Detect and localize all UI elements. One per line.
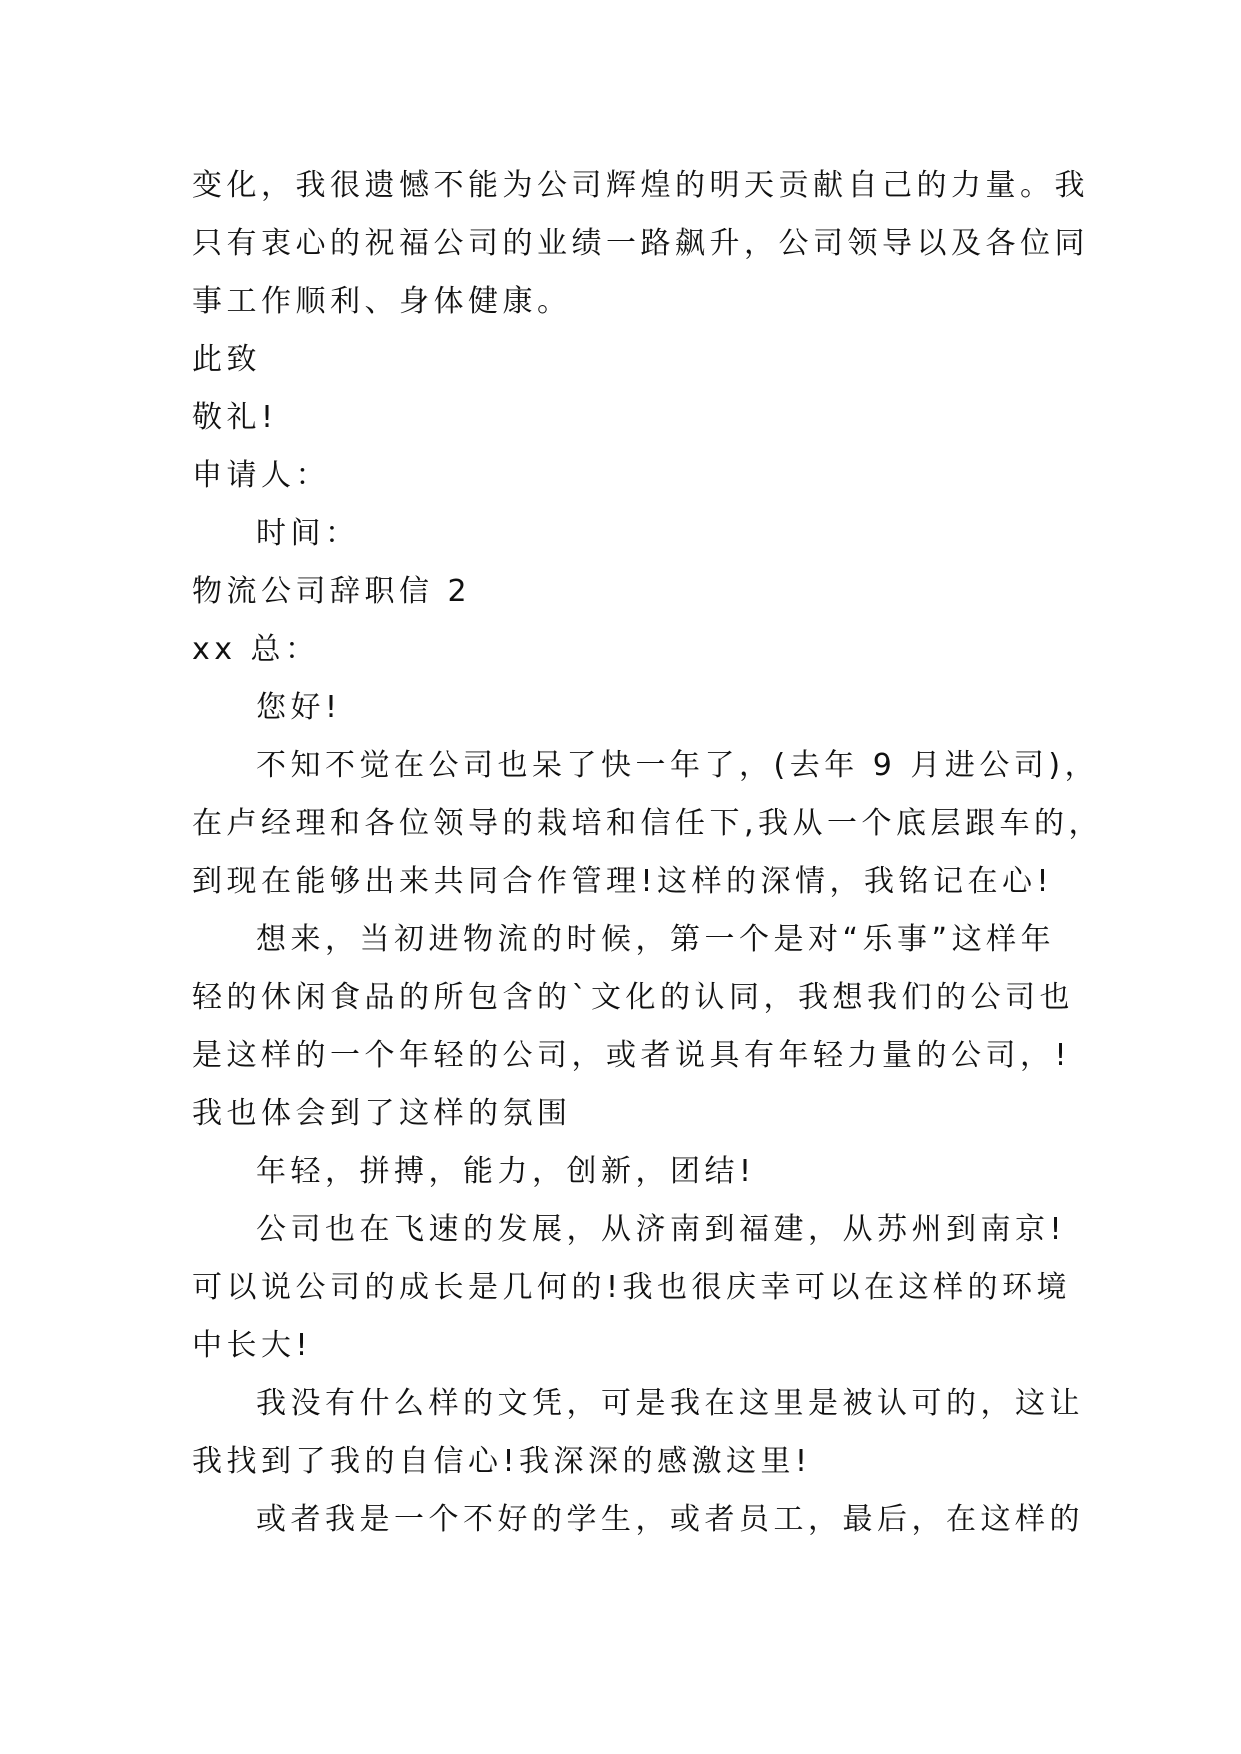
text-line: 变化，我很遗憾不能为公司辉煌的明天贡献自己的力量。我 — [192, 168, 1089, 203]
text-line: 想来，当初进物流的时候，第一个是对“乐事”这样年 — [256, 922, 1056, 957]
signature-applicant: 申请人： — [192, 458, 330, 493]
text-line: 或者我是一个不好的学生，或者员工，最后，在这样的 — [256, 1502, 1084, 1537]
text-line: 我找到了我的自信心!我深深的感激这里! — [192, 1444, 812, 1479]
text-line: 是这样的一个年轻的公司，或者说具有年轻力量的公司，! — [192, 1038, 1072, 1073]
text-line: 事工作顺利、身体健康。 — [192, 284, 572, 319]
text-line: 中长大! — [192, 1328, 313, 1363]
text-line: 在卢经理和各位领导的栽培和信任下,我从一个底层跟车的， — [192, 806, 1104, 841]
greeting: 您好! — [256, 690, 342, 725]
text-line: 我没有什么样的文凭，可是我在这里是被认可的，这让 — [256, 1386, 1084, 1421]
text-line: 可以说公司的成长是几何的!我也很庆幸可以在这样的环境 — [192, 1270, 1072, 1305]
salutation: xx 总： — [192, 632, 320, 667]
signature-date: 时间： — [256, 516, 360, 551]
closing-line: 此致 — [192, 342, 261, 377]
text-line: 到现在能够出来共同合作管理!这样的深情，我铭记在心! — [192, 864, 1054, 899]
text-line: 我也体会到了这样的氛围 — [192, 1096, 572, 1131]
text-line: 只有衷心的祝福公司的业绩一路飙升，公司领导以及各位同 — [192, 226, 1089, 261]
text-line: 年轻，拼搏，能力，创新，团结! — [256, 1154, 756, 1189]
letter-title: 物流公司辞职信 2 — [192, 574, 472, 609]
closing-line: 敬礼! — [192, 400, 278, 435]
text-line: 公司也在飞速的发展，从济南到福建，从苏州到南京! — [256, 1212, 1067, 1247]
text-line: 不知不觉在公司也呆了快一年了，(去年 9 月进公司)， — [256, 748, 1100, 783]
text-line: 轻的休闲食品的所包含的`文化的认同，我想我们的公司也 — [192, 980, 1074, 1015]
